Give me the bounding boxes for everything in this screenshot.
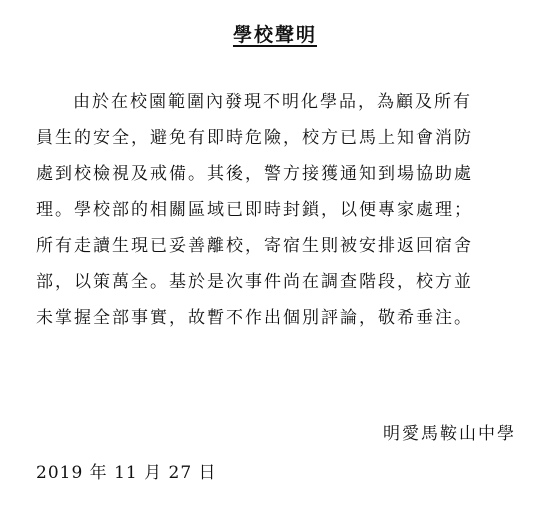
statement-line: 處到校檢視及戒備。其後，警方接獲通知到場協助處 xyxy=(36,164,473,184)
statement-line: 所有走讀生現已妥善離校，寄宿生則被安排返回宿舍 xyxy=(36,236,473,256)
document-title-text: 學校聲明 xyxy=(232,24,317,46)
statement-body xyxy=(36,84,520,336)
statement-line: 由於在校園範圍內發現不明化學品，為顧及所有 xyxy=(73,92,472,112)
school-signature: 明愛馬鞍山中學 xyxy=(383,424,516,444)
statement-line: 未掌握全部事實，故暫不作出個別評論，敬希垂注。 xyxy=(36,308,473,328)
statement-line: 理。學校部的相關區域已即時封鎖，以便專家處理； xyxy=(36,200,473,220)
statement-line: 員生的安全，避免有即時危險，校方已馬上知會消防 xyxy=(36,128,473,148)
document-title xyxy=(0,20,550,47)
statement-date: 2019 年 11 月 27 日 xyxy=(36,463,217,483)
statement-line: 部，以策萬全。基於是次事件尚在調查階段，校方並 xyxy=(36,272,473,292)
